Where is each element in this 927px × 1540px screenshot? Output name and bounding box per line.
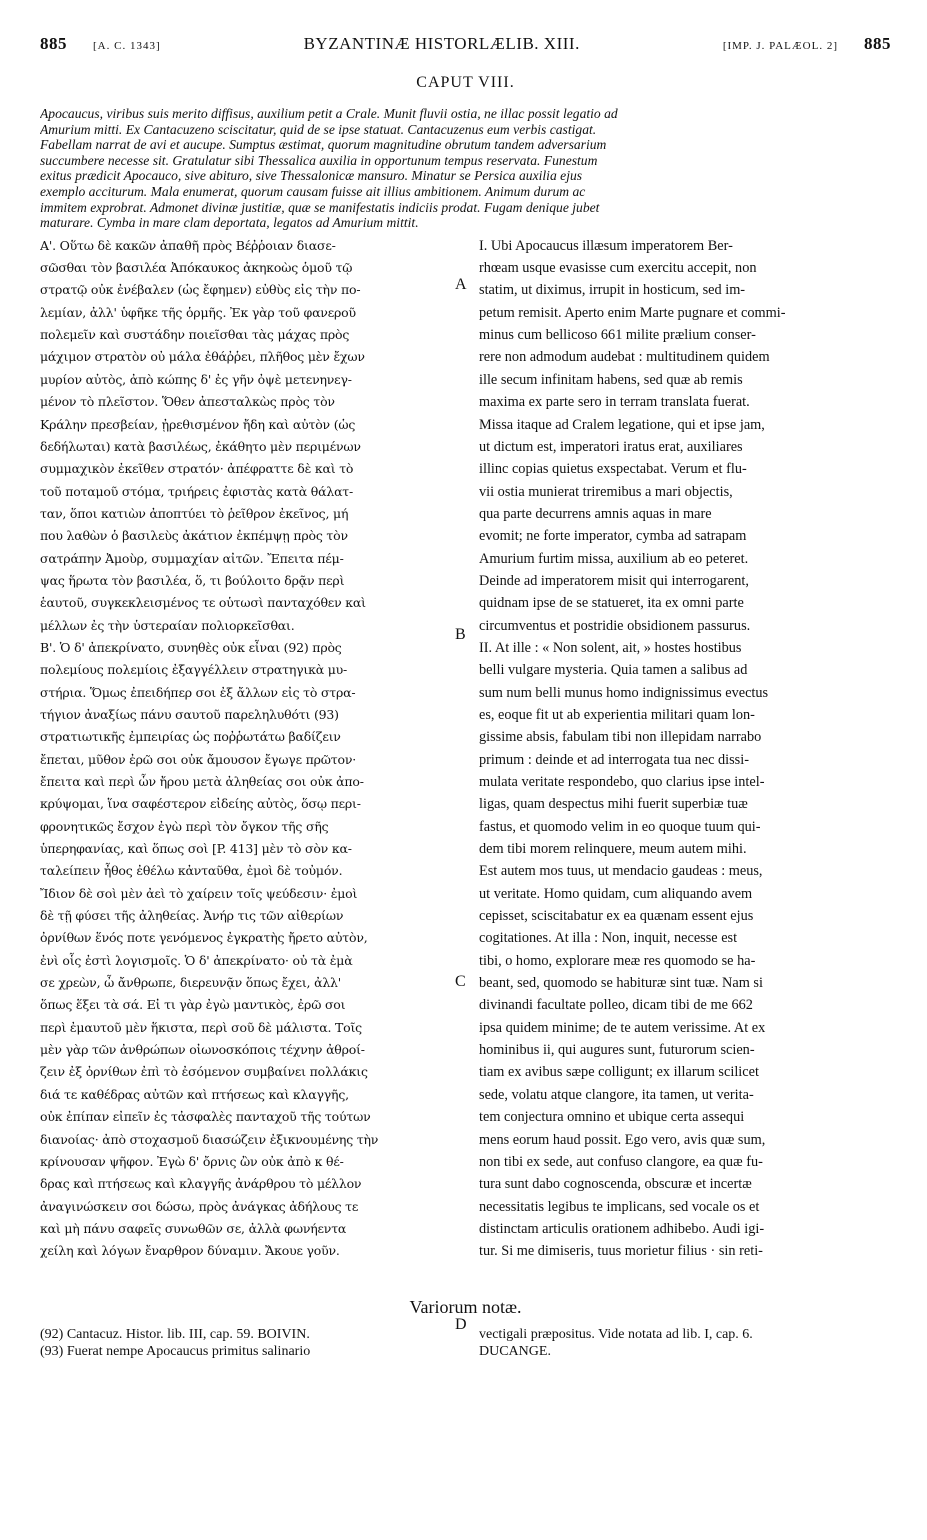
page-number-left: 885 xyxy=(40,34,67,53)
greek-line: Κράλην πρεσβείαν, ᾐρεθισμένον ἤδη καὶ αὐτὸν (ὡς xyxy=(40,416,356,432)
greek-line: τήγιον ἀναξίως πάνυ σαυτοῦ παρεληλυθότι (93) xyxy=(40,706,339,722)
greek-line: μέλλων ἐς τὴν ὑστεραίαν πολιορκεῖσθαι. xyxy=(40,617,295,633)
latin-line: circumventus et postridie obsidionem passurus. xyxy=(479,617,751,634)
emperor-bracket: [IMP. J. PALÆOL. 2] xyxy=(722,40,838,52)
greek-line: Β'. Ὁ δ' ἀπεκρίνατο, συνηθὲς οὐκ εἶναι (92) πρὸς xyxy=(40,639,342,655)
greek-line: πολεμεῖν καὶ συστάδην ποιεῖσθαι τὰς μάχας πρὸς xyxy=(40,327,350,343)
latin-line: maxima ex parte sero in terram translata fuerat. xyxy=(479,394,750,411)
greek-line: ταλείπειν ἦθος ἐθέλω κἀνταῦθα, ἐμοὶ δὲ τοὐμόν. xyxy=(40,863,343,879)
latin-line: minus cum bellicoso 661 milite prælium conser- xyxy=(479,327,756,344)
greek-line: στρατῷ οὐκ ἐνέβαλεν (ὡς ἔφημεν) εὐθὺς εἰς τὴν πο- xyxy=(40,282,361,298)
greek-line: δὲ τῇ φύσει τῆς ἀληθείας. Ἀνήρ τις τῶν αἰθερίων xyxy=(40,908,344,924)
greek-column xyxy=(40,235,455,1263)
argument-line: Amurium mitti. Ex Cantacuzeno sciscitatur, quid de se ipse statuat. Cantacuzenus eum verbis castigat. xyxy=(40,121,597,137)
greek-line: σῶσθαι τὸν βασιλέα Ἀπόκαυκος ἀκηκοὼς ὁμοῦ τῷ xyxy=(40,260,353,276)
latin-line: mens eorum haud possit. Ego vero, avis quæ sum, xyxy=(479,1131,766,1148)
greek-line: ἐνὶ οἷς ἐστὶ λογισμοῖς. Ὁ δ' ἀπεκρίνατο· οὐ τὰ ἐμὰ xyxy=(40,952,353,968)
notes-right-column xyxy=(479,1326,891,1360)
latin-line: Amurium furtim missa, auxilium ab eo peteret. xyxy=(479,550,749,567)
argument-line: Fabellam narrat de avi et aucupe. Sumptus æstimat, quorum magnitudine obrutum tandem adversarium xyxy=(40,137,607,153)
latin-line: ut dictum est, imperatori iratus erat, auxiliares xyxy=(479,438,743,455)
note-line: vectigali præpositus. Vide notata ad lib. I, cap. 6. xyxy=(479,1326,753,1342)
greek-line: δρας καὶ πτήσεως καὶ κλαγγῆς ἀνάρθρου τὸ μέλλον xyxy=(40,1176,362,1192)
latin-line: es, eoque fit ut ab experientia militari quam lon- xyxy=(479,706,755,723)
latin-line: Missa itaque ad Cralem legatione, qui et ipse jam, xyxy=(479,416,765,433)
greek-line: ἔπεται, μῦθον ἐρῶ σοι οὐκ ἄμουσον ἔγωγε πρῶτον· xyxy=(40,751,356,767)
argument-line: immitem exprobrat. Admonet divinæ justitiæ, quæ se manifestatis indiciis prodat. Fugam denique jubet xyxy=(40,199,600,215)
greek-line: σε χρεὼν, ὦ ἄνθρωπε, διερευνᾷν ὅπως ἔχει, ἀλλ' xyxy=(40,975,342,991)
latin-line: primum : deinde et ad interrogata tua nec dissi- xyxy=(479,751,749,768)
greek-line: κρύψομαι, ἵνα σαφέστερον εἰδείης αὐτὸς, ὅσῳ περι- xyxy=(40,796,361,812)
greek-line: ὅπως ἕξει τὰ σά. Εἰ τι γὰρ ἐγὼ μαντικὸς, ἐρῶ σοι xyxy=(40,997,346,1013)
argument-line: exemplo acciturum. Mala enumerat, quorum causam fuisse ait illius ambitionem. Animum durum ac xyxy=(40,183,586,199)
latin-line: hominibus ii, qui augures sunt, futurorum scien- xyxy=(479,1042,755,1059)
latin-line: illinc copias quietus exspectabat. Verum et flu- xyxy=(479,461,747,478)
latin-line: statim, ut diximus, irrupit in hosticum, sed im- xyxy=(479,282,746,299)
latin-line: mulata veritate respondebo, quo clarius ipse intel- xyxy=(479,774,765,790)
note-line: (93) Fuerat nempe Apocaucus primitus salinario xyxy=(40,1343,311,1359)
greek-line: ζειν ἐξ ὀρνίθων ἐπὶ τὸ ἐσόμενον συμβαίνει πολλάκις xyxy=(40,1064,368,1080)
year-bracket: [A. C. 1343] xyxy=(93,40,161,52)
latin-line: distinctam articulis orationem adhibebo. Audi igi- xyxy=(479,1220,765,1237)
latin-line: dem tibi morem relinquere, meum autem mihi. xyxy=(479,841,747,858)
greek-line: Α'. Οὕτω δὲ κακῶν ἀπαθῆ πρὸς Βέῤῥοιαν διασε- xyxy=(40,237,336,253)
greek-line: ψας ἥρωτα τὸν βασιλέα, ὅ, τι βούλοιτο δρᾷν περὶ xyxy=(40,572,345,588)
latin-line: Est autem mos tuus, ut mendacio gaudeas : meus, xyxy=(479,863,763,880)
greek-line: οὐκ ἐπίπαν εἰπεῖν ἐς τἀσφαλὲς πανταχοῦ τῆς τούτων xyxy=(40,1109,371,1125)
chapter-heading: CAPUT VIII. xyxy=(416,74,515,91)
argument-line: Apocaucus, viribus suis merito diffisus, auxilium petit a Crale. Munit fluvii ostia, ne illac possit legatio ad xyxy=(40,106,618,121)
latin-line: divinandi facultate polleo, dicam tibi de me 662 xyxy=(479,997,753,1014)
latin-line: vii ostia munierat triremibus a mari objectis, xyxy=(479,483,733,500)
greek-line: ταν, ὅποι κατιὼν ἀποπτύει τὸ ῥεῖθρον ἐκεῖνος, μή xyxy=(40,505,349,521)
page-number-right: 885 xyxy=(863,34,891,53)
latin-line: rere non admodum audebat : multitudinem quidem xyxy=(479,349,770,366)
argument-line: maturare. Cymba in mare clam deportata, legatos ad Amurium mittit. xyxy=(40,215,419,231)
greek-line: πολεμίους πολεμίοις ἐξαγγέλλειν στρατηγικὰ μυ- xyxy=(40,662,348,678)
notes-title: Variorum notæ. xyxy=(409,1296,522,1317)
latin-line: tiam ex avibus sæpe colligunt; ex illarum scilicet xyxy=(479,1064,759,1081)
latin-line: belli vulgare mysteria. Quia tamen a salibus ad xyxy=(479,662,748,679)
greek-line: μάχιμον στρατὸν οὐ μάλα ἐθάῤῥει, πλῆθος μὲν ἔχων xyxy=(40,349,365,365)
margin-letter-c: C xyxy=(455,973,466,990)
greek-line: Ἴδιον δὲ σοὶ μὲν ἀεὶ τὸ χαίρειν τοῖς ψεύδεσιν· ἐμοὶ xyxy=(40,885,358,901)
latin-line: ut veritate. Homo quidam, cum aliquando avem xyxy=(479,885,753,902)
notes-left-column xyxy=(40,1326,460,1360)
latin-line: II. At ille : « Non solent, ait, » hostes hostibus xyxy=(479,639,742,656)
greek-line: καὶ μὴ πάνυ σαφεῖς συνωθῶν σε, ἀλλὰ φωνήεντα xyxy=(40,1220,347,1236)
latin-line: tibi, o homo, explorare meæ res quomodo se ha- xyxy=(479,952,756,969)
latin-line: cepisset, sciscitabatur ex ea quænam essent ejus xyxy=(479,908,754,925)
running-head-right xyxy=(723,34,891,54)
latin-line: ipsa quidem minime; de te autem verissime. At ex xyxy=(479,1019,766,1036)
greek-line: ἀναγινώσκειν σοι δώσω, πρὸς ἀνάγκας ἀδήλους τε xyxy=(40,1198,359,1214)
latin-line: sede, volatu atque clangore, ita tamen, ut verita- xyxy=(479,1086,754,1103)
greek-line: τοῦ ποταμοῦ στόμα, τριήρεις ἐφιστὰς κατὰ θάλατ- xyxy=(40,483,354,499)
greek-line: που λαθὼν ὁ βασιλεὺς ἀκάτιον ἐκπέμψῃ πρὸς τὸν xyxy=(40,528,348,544)
latin-line: Deinde ad imperatorem misit qui interrogarent, xyxy=(479,572,749,589)
latin-line: I. Ubi Apocaucus illæsum imperatorem Ber- xyxy=(479,237,733,254)
latin-line: rhœam usque evasisse cum exercitu accepit, non xyxy=(479,260,757,277)
greek-line: ἔπειτα καὶ περὶ ὧν ἤρου μετὰ ἀληθείας σοι οὐκ ἀπο- xyxy=(40,774,364,789)
greek-line: διά τε καθέδρας αὐτῶν καὶ πτήσεως καὶ κλαγγῆς, xyxy=(40,1086,349,1102)
text-columns xyxy=(40,235,891,1263)
greek-line: συμμαχικὸν ἐκεῖθεν στρατόν· ἀπέφραττε δὲ καὶ τὸ xyxy=(40,461,354,477)
margin-letter-d: D xyxy=(455,1316,467,1333)
greek-line: χείλη καὶ λόγων ἔναρθρον δύναμιν. Ἄκουε γοῦν. xyxy=(40,1243,340,1259)
latin-line: quidnam ipse de se statueret, ita ex omni parte xyxy=(479,595,744,612)
note-line: (92) Cantacuz. Histor. lib. III, cap. 59. BOIVIN. xyxy=(40,1326,310,1342)
margin-letter-b: B xyxy=(455,626,466,643)
greek-line: μὲν γὰρ τῶν ἀνθρώπων οἰωνοσκόποις τέχνην ἀθροί- xyxy=(40,1042,365,1058)
latin-line: beant, sed, quomodo se habituræ sint tuæ. Nam si xyxy=(479,975,763,992)
greek-line: ὑπερηφανίας, καὶ ὅπως σοὶ [P. 413] μὲν τὸ σὸν κα- xyxy=(40,841,352,857)
latin-column xyxy=(479,235,891,1263)
latin-line: necessitatis legibus te implicans, sed vocale os et xyxy=(479,1198,760,1215)
latin-line: petum remisit. Aperto enim Marte pugnare et commi- xyxy=(479,304,786,321)
latin-line: gissime absis, fabulam tibi non illepidam narrabo xyxy=(479,729,762,746)
greek-line: στρατιωτικῆς ἐμπειρίας ὡς ποῤῥωτάτω βαδίζειν xyxy=(40,729,341,745)
argument-line: exitus prædicit Apocauco, sive abituro, sive Thessalonicæ mansuro. Minatur se Persica auxilia ejus xyxy=(40,168,583,184)
greek-line: στήρια. Ὅμως ἐπειδήπερ σοι ἐξ ἄλλων εἰς τὸ στρα- xyxy=(40,684,356,700)
latin-line: tem conjectura omnino et ubique certa assequi xyxy=(479,1109,745,1126)
latin-line: sum num belli munus homo indignissimus evectus xyxy=(479,684,769,701)
greek-line: σατράπην Ἀμοὺρ, συμμαχίαν αἰτῶν. Ἔπειτα πέμ- xyxy=(40,550,344,566)
latin-line: evomit; ne forte imperator, cymba ad satrapam xyxy=(479,528,747,545)
greek-line: μυρίον αὐτὸς, ἀπὸ κώπης δ' ἐς γῆν ὀψὲ μετενηνεγ- xyxy=(40,371,352,387)
greek-line: δεδήλωται) κατὰ βασιλέως, ἐκάθητο μὲν περιμένων xyxy=(40,438,361,454)
greek-line: περὶ ἐμαυτοῦ μὲν ἥκιστα, περὶ σοῦ δὲ μάλιστα. Τοῖς xyxy=(40,1019,362,1035)
latin-line: non tibi ex sede, aut confuso clangore, ea quæ fu- xyxy=(479,1153,763,1170)
latin-line: tur. Si me dimiseris, tuus morietur filius · sin reti- xyxy=(479,1243,763,1260)
latin-line: cogitationes. At illa : Non, inquit, necesse est xyxy=(479,930,738,947)
latin-line: tura sunt dabo cognoscenda, obscuræ et incertæ xyxy=(479,1176,752,1193)
latin-line: fastus, et quomodo velim in eo quoque tuum qui- xyxy=(479,818,761,835)
note-line: DUCANGE. xyxy=(479,1343,551,1359)
greek-line: λεμίαν, ἀλλ' ὑφῆκε τῆς ὁρμῆς. Ἐκ γὰρ τοῦ φανεροῦ xyxy=(40,304,356,320)
running-head xyxy=(40,34,891,54)
greek-line: μένον τὸ πλεῖστον. Ὅθεν ἀπεσταλκὼς πρὸς τὸν xyxy=(40,394,335,410)
latin-line: ligas, quam despectus mihi fuerit superbiæ tuæ xyxy=(479,796,748,813)
greek-line: διανοίας· ἀπὸ στοχασμοῦ διασώζειν ἐξικνουμένης τὴν xyxy=(40,1131,379,1147)
greek-line: ἑαυτοῦ, συγκεκλεισμένος τε οὑτωσὶ πανταχόθεν καὶ xyxy=(40,595,366,611)
latin-line: ille secum infinitam habens, sed quæ ab remis xyxy=(479,371,743,388)
chapter-argument xyxy=(40,106,891,231)
greek-line: ὀρνίθων ἕνός ποτε γενόμενος ἐγκρατὴς ἤρετο αὐτὸν, xyxy=(40,930,368,946)
running-head-left xyxy=(40,34,161,54)
running-title: BYZANTINÆ HISTORLÆLIB. XIII. xyxy=(303,34,580,53)
greek-line: φρονητικῶς ἔσχον ἐγὼ περὶ τὸν ὄγκον τῆς σῆς xyxy=(40,818,329,834)
margin-letter-a: A xyxy=(455,276,467,293)
latin-line: qua parte decurrens amnis aquas in mare xyxy=(479,505,712,522)
argument-line: succumbere necesse sit. Gratulatur sibi Thessalica auxilia in opportunum tempus reservata. Funestum xyxy=(40,152,598,168)
greek-line: κρίνουσαν ψῆφον. Ἐγὼ δ' ὄρνις ὢν οὐκ ἀπὸ κ θέ- xyxy=(40,1153,344,1169)
